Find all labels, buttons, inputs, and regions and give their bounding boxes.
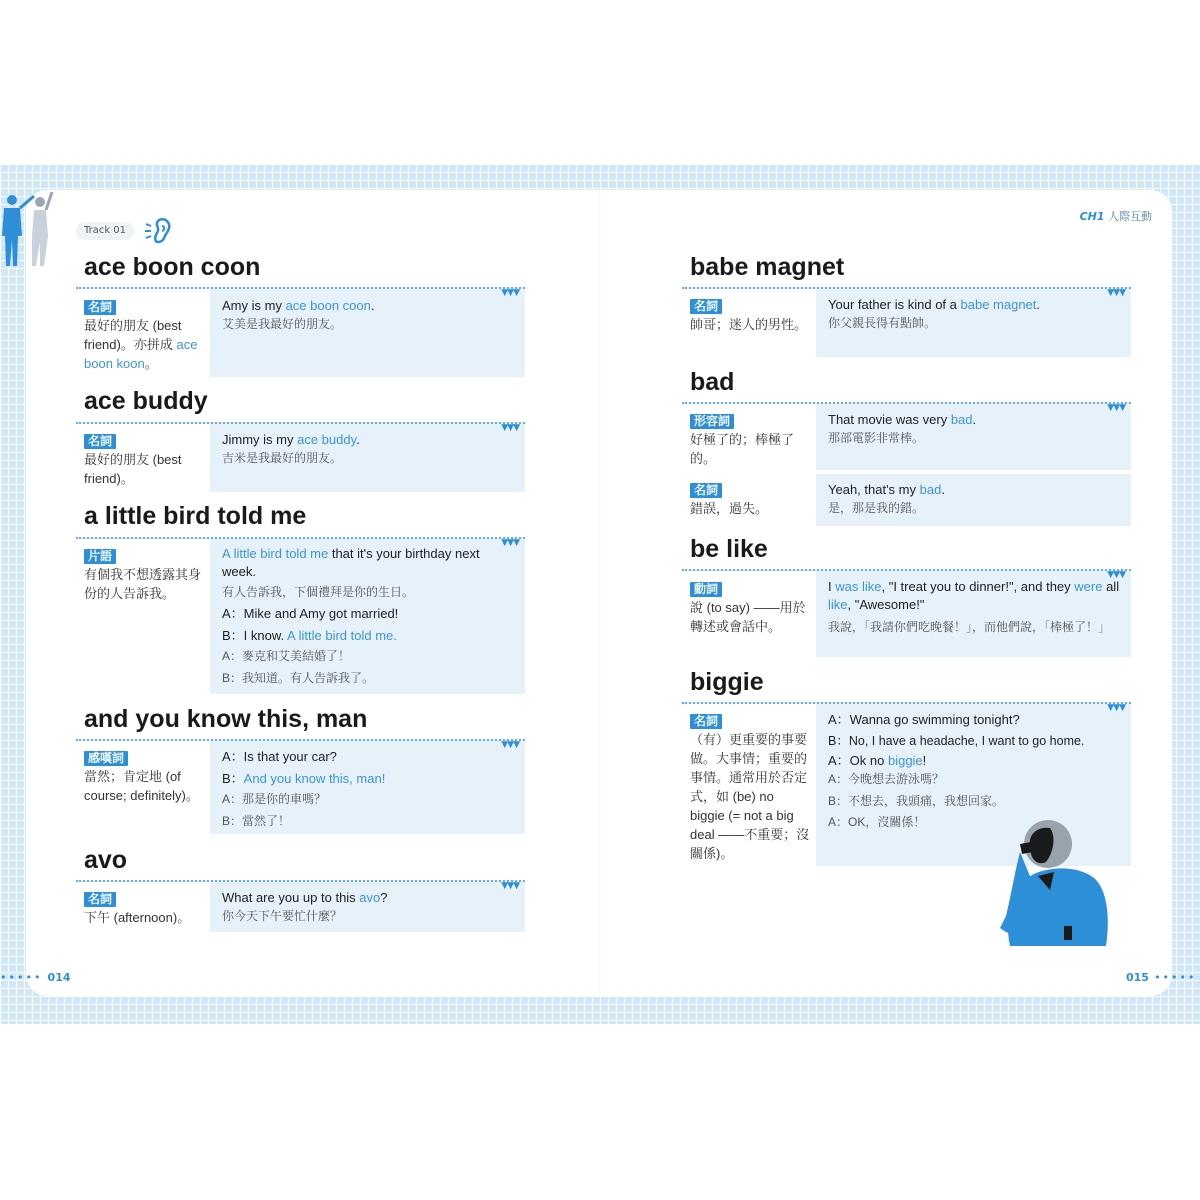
pos-badge: 名詞 — [690, 483, 722, 498]
headword-be-like: be like — [690, 535, 768, 563]
dialog-text: B：I know. — [222, 627, 288, 643]
example-keyword: ace boon coon — [285, 298, 371, 313]
dialog-text: ! — [922, 753, 927, 768]
headword-bad: bad — [690, 368, 735, 396]
dialog-keyword: And you know this, man! — [243, 770, 386, 786]
definition-sense-1 — [690, 411, 812, 468]
example-en: , "I treat you to dinner!", and they — [881, 579, 1075, 594]
example-keyword: A little bird told me — [222, 546, 329, 561]
track-label[interactable]: Track 01 — [76, 222, 134, 240]
definition — [690, 711, 812, 863]
example-zh: 艾美是我最好的朋友。 — [222, 317, 343, 331]
example-en: , "Awesome!" — [847, 597, 925, 612]
dialog-line-zh: A：今晚想去游泳嗎？ — [828, 772, 945, 786]
example-zh: 我說，「我請你們吃晚餐！」，而他們說，「棒極了！」 — [828, 620, 1111, 634]
chapter-tag: CH1 — [1079, 210, 1105, 223]
example-en: Amy is my — [222, 298, 286, 313]
dialog-line: A：Mike and Amy got married! — [222, 606, 399, 621]
dialog-line-zh: B：不想去，我頭痛，我想回家。 — [828, 793, 1005, 808]
example-keyword: like — [828, 597, 848, 612]
right-page-footer — [1126, 966, 1197, 985]
page-number-right: 015 — [1126, 971, 1149, 984]
dialog-line — [222, 768, 517, 790]
example-en-end: . — [370, 298, 375, 313]
example — [222, 746, 517, 832]
example-en: That movie was very — [828, 412, 951, 427]
pos-badge: 名詞 — [690, 714, 722, 729]
pos-badge: 感嘆詞 — [84, 751, 128, 766]
entry-ace-boon-coon — [76, 287, 525, 377]
definition-keyword: ace boon koon — [84, 337, 198, 371]
example-zh: 有人告訴我，下個禮拜是你的生日。 — [222, 585, 415, 599]
example — [222, 888, 517, 926]
example — [828, 578, 1123, 636]
entry-and-you-know-this-man — [76, 739, 525, 834]
definition-sense-2 — [690, 480, 812, 518]
chevron-marker-icon: ▼▼▼ — [501, 423, 519, 433]
page-dots-decoration: ••••• — [1154, 971, 1197, 984]
example-en-end: . — [941, 482, 945, 497]
example-keyword: were — [1074, 579, 1103, 594]
definition-text: （有）更重要的事要做。大事情；重要的事情。通常用於否定式，如 (be) no biggie (= not a big deal ——不重要；沒關係)。 — [690, 732, 810, 861]
headword-avo: avo — [84, 846, 128, 874]
chevron-marker-icon: ▼▼▼ — [501, 288, 519, 298]
example — [222, 430, 517, 468]
dialog-line-zh: B：我知道。有人告訴我了。 — [222, 670, 375, 685]
definition-text: 說 (to say) ——用於轉述或會話中。 — [690, 600, 806, 634]
example — [828, 709, 1123, 834]
dialog-line-zh: A：OK，沒關係！ — [828, 815, 926, 829]
chapter-title: 人際互動 — [1108, 210, 1152, 223]
definition-text: 錯誤，過失。 — [690, 501, 769, 516]
pos-badge: 名詞 — [690, 299, 722, 314]
example-en: Your father is kind of a — [828, 297, 961, 312]
example-keyword: babe magnet — [960, 297, 1037, 312]
chevron-marker-icon: ▼▼▼ — [501, 881, 519, 891]
headword-ace-boon-coon: ace boon coon — [84, 253, 261, 281]
example-zh: 是，那是我的錯。 — [828, 501, 925, 515]
page-dots-decoration: ••••• — [0, 971, 43, 984]
dialog-line: A：Is that your car? — [222, 749, 337, 764]
dialog-keyword: biggie — [887, 753, 923, 768]
pos-badge: 動詞 — [690, 582, 722, 597]
example-en: that it's your birthday next week. — [222, 546, 480, 579]
example-keyword: ace buddy — [297, 432, 357, 447]
chevron-marker-icon: ▼▼▼ — [1107, 703, 1125, 713]
chevron-marker-icon: ▼▼▼ — [501, 538, 519, 548]
definition-text: 最好的朋友 (best friend)。亦拼成 — [84, 318, 182, 352]
example-en: What are you up to this — [222, 890, 360, 905]
pos-badge: 名詞 — [84, 300, 116, 315]
definition-text: 帥哥；迷人的男性。 — [690, 317, 808, 332]
sense-divider — [816, 470, 1131, 474]
definition-text: 下午 (afternoon)。 — [84, 910, 191, 925]
headword-biggie: biggie — [690, 668, 764, 696]
pos-badge: 名詞 — [84, 434, 116, 449]
definition — [84, 546, 206, 603]
definition — [84, 431, 206, 488]
book-gutter — [599, 190, 601, 996]
entry-a-little-bird-told-me — [76, 537, 525, 694]
definition — [84, 889, 206, 927]
definition-text: 最好的朋友 (best friend)。 — [84, 452, 182, 486]
pos-badge: 名詞 — [84, 892, 116, 907]
example-keyword: bad — [919, 482, 942, 497]
dialog-text: B： — [222, 770, 244, 786]
definition — [690, 579, 812, 636]
left-page-footer — [0, 966, 71, 985]
entry-babe-magnet — [682, 287, 1131, 357]
example-en-end: ? — [380, 890, 388, 905]
example-en: Yeah, that's my — [828, 482, 920, 497]
dialog-text: A：Ok no — [828, 753, 888, 768]
chapter-header — [1080, 208, 1152, 224]
definition — [84, 748, 206, 805]
dialog-line-zh: A：麥克和艾美結婚了！ — [222, 649, 351, 663]
example-en: Jimmy is my — [222, 432, 298, 447]
example-en-end: . — [1036, 297, 1041, 312]
definition-text: 當然；肯定地 (of course; definitely)。 — [84, 769, 199, 803]
example — [828, 295, 1123, 333]
example-en-end: . — [972, 412, 977, 427]
example-zh: 你今天下午要忙什麼？ — [222, 909, 343, 923]
example-sense-2 — [828, 480, 1123, 518]
dialog-line: B：No, I have a headache, I want to go home. — [828, 733, 1085, 748]
definition-text: 好極了的；棒極了的。 — [690, 432, 795, 466]
dialog-line-zh: B：當然了！ — [222, 813, 291, 828]
definition — [690, 296, 812, 334]
example-en: I — [828, 579, 836, 594]
example-en-end: . — [356, 432, 360, 447]
headword-ace-buddy: ace buddy — [84, 387, 208, 415]
chevron-marker-icon: ▼▼▼ — [1107, 570, 1125, 580]
example-keyword: was like — [835, 579, 882, 594]
headword-a-little-bird-told-me: a little bird told me — [84, 502, 307, 530]
chevron-marker-icon: ▼▼▼ — [1107, 288, 1125, 298]
example-keyword: bad — [950, 412, 973, 427]
definition — [84, 297, 206, 373]
chevron-marker-icon: ▼▼▼ — [501, 740, 519, 750]
example-zh: 那部電影非常棒。 — [828, 431, 925, 445]
chevron-marker-icon: ▼▼▼ — [1107, 403, 1125, 413]
entry-ace-buddy — [76, 422, 525, 492]
example-zh: 吉米是我最好的朋友。 — [222, 451, 343, 465]
dialog-line: A：Wanna go swimming tonight? — [828, 712, 1020, 727]
headword-babe-magnet: babe magnet — [690, 253, 845, 281]
dialog-keyword: A little bird told me. — [287, 627, 397, 643]
dialog-line — [222, 625, 517, 647]
dialog-line-zh: A：那是你的車嗎？ — [222, 792, 327, 806]
page-number-left: 014 — [47, 971, 71, 984]
ear-icon[interactable] — [142, 216, 176, 246]
thinking-person-illustration — [990, 816, 1114, 946]
pos-badge: 片語 — [84, 549, 116, 564]
entry-avo — [76, 880, 525, 932]
example-en: all — [1102, 579, 1120, 594]
example-zh: 你父親長得有點帥。 — [828, 316, 937, 330]
definition-text: 有個我不想透露其身份的人告訴我。 — [84, 567, 202, 601]
definition-end: 。 — [144, 356, 158, 371]
entry-bad — [682, 402, 1131, 526]
people-illustration — [0, 186, 60, 270]
entry-be-like — [682, 569, 1131, 657]
example-keyword: avo — [359, 890, 381, 905]
example — [222, 296, 517, 334]
example-sense-1 — [828, 410, 1123, 448]
headword-and-you-know-this-man: and you know this, man — [84, 705, 368, 733]
pos-badge: 形容詞 — [690, 414, 734, 429]
dialog-line — [828, 752, 1123, 769]
example — [222, 545, 517, 689]
